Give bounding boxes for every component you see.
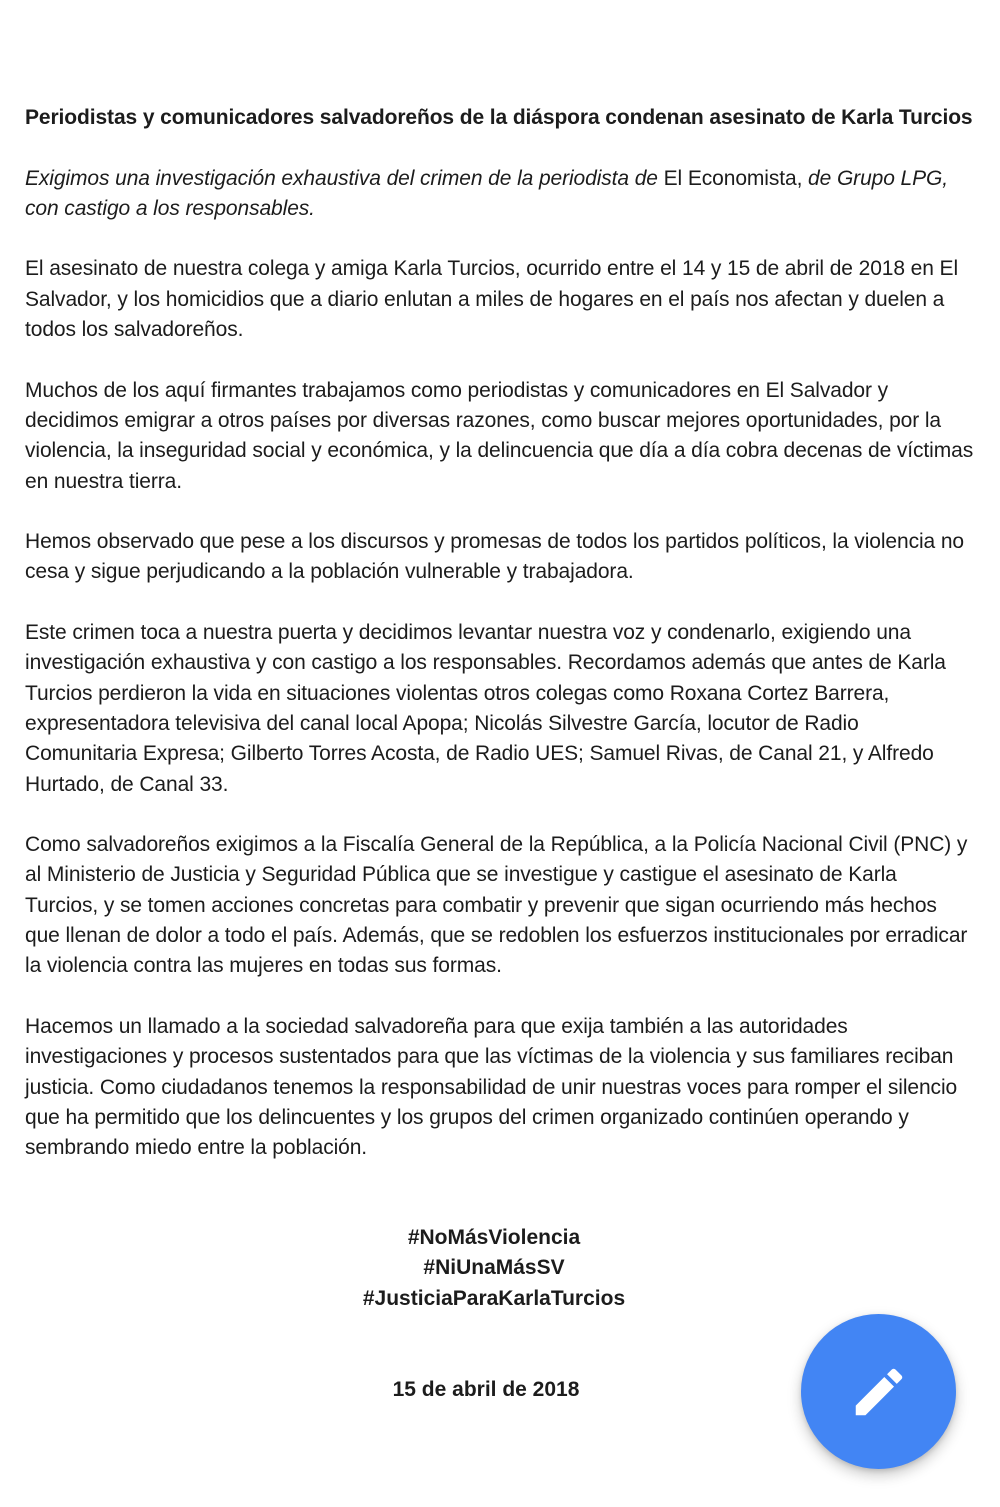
pencil-icon <box>848 1361 910 1423</box>
body-paragraph: Muchos de los aquí firmantes trabajamos como periodistas y comunicadores en El Salvador y decidimos emigrar a otros países por diversas razones, como buscar mejores oportunidades, por la violencia, la inseguridad social y económica, y la delincuencia que día a día cobra decenas de víctimas en nuestra tierra. <box>25 378 974 493</box>
body-paragraph: El asesinato de nuestra colega y amiga Karla Turcios, ocurrido entre el 14 y 15 de abril de 2018 en El Salvador, y los homicidios que a diario enlutan a miles de hogares en el país nos afectan y duelen a todos los salvadoreños. <box>25 257 959 342</box>
document-title: Periodistas y comunicadores salvadoreños de la diáspora condenan asesinato de Karla Turcios <box>25 106 973 129</box>
lead-text-part1: Exigimos una investigación exhaustiva del crimen de la periodista de <box>25 166 664 190</box>
body-paragraph: Hemos observado que pese a los discursos y promesas de todos los partidos políticos, la violencia no cesa y sigue perjudicando a la población vulnerable y trabajadora. <box>25 530 965 584</box>
lead-paragraph <box>25 164 975 225</box>
body-paragraph: Hacemos un llamado a la sociedad salvadoreña para que exija también a las autoridades investigaciones y procesos sustentados para que las víctimas de la violencia y sus familiares reciban justicia. Como ciudadanos tenemos la responsabilidad de unir nuestras voces para romper el silencio que ha permitido que los delincuentes y los grupos del crimen organizado continúen operando y sembrando miedo entre la población. <box>25 1014 958 1160</box>
hashtag: #NoMásViolencia <box>407 1226 581 1249</box>
lead-text-part2: de Grupo LPG, con castigo a los responsables. <box>25 166 948 220</box>
publication-name: El Economista, <box>663 166 803 190</box>
body-paragraph: Como salvadoreños exigimos a la Fiscalía General de la República, a la Policía Nacional Civil (PNC) y al Ministerio de Justicia y Seguridad Pública que se investigue y castigue el asesinato de Karla Turcios, y se tomen acciones concretas para combatir y prevenir que sigan ocurriendo más hechos que llenan de dolor a todo el país. Además, que se redoblen los esfuerzos institucionales por erradicar la violencia contra las mujeres en todas sus formas. <box>25 833 968 978</box>
hashtag: #NiUnaMásSV <box>423 1256 565 1280</box>
body-paragraph: Este crimen toca a nuestra puerta y decidimos levantar nuestra voz y condenarlo, exigiendo una investigación exhaustiva y con castigo a los responsables. Recordamos además que antes de Karla Turcios perdieron la vida en situaciones violentas otros colegas como Roxana Cortez Barrera, expresentadora televisiva del canal local Apopa; Nicolás Silvestre García, locutor de Radio Comunitaria Expresa; Gilberto Torres Acosta, de Radio UES; Samuel Rivas, de Canal 21, y Alfredo Hurtado, de Canal 33. <box>25 621 946 796</box>
hashtag-list <box>0 1223 988 1314</box>
edit-fab-button[interactable] <box>801 1314 956 1469</box>
document-body <box>25 103 975 1194</box>
document-date: 15 de abril de 2018 <box>392 1378 580 1401</box>
hashtag: #JusticiaParaKarlaTurcios <box>362 1286 626 1310</box>
